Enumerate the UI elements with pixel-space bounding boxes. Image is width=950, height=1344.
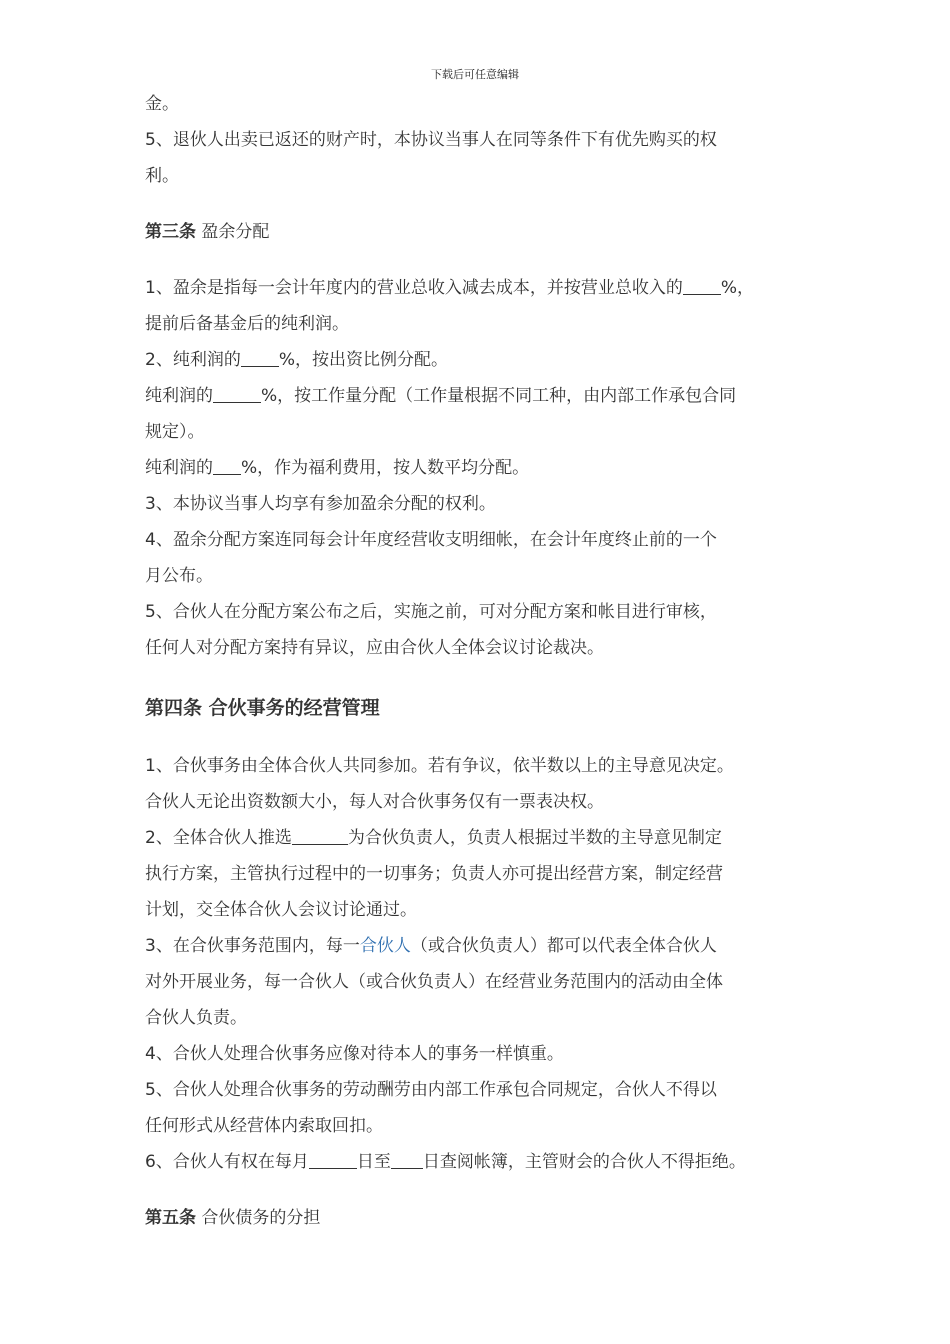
blank-line bbox=[213, 384, 261, 403]
partner-link[interactable]: 合伙人 bbox=[359, 936, 411, 956]
section-heading-3 bbox=[145, 214, 825, 250]
paragraph: 月公布。 bbox=[145, 566, 213, 586]
text: 纯利润的 bbox=[145, 458, 213, 478]
paragraph: 任何人对分配方案持有异议，应由合伙人全体会议讨论裁决。 bbox=[145, 638, 604, 658]
blank-line bbox=[309, 1150, 357, 1169]
text: 1、盈余是指每一会计年度内的营业总收入减去成本，并按营业总收入的 bbox=[145, 278, 683, 298]
section-label: 第五条 bbox=[145, 1208, 196, 1228]
paragraph: 提前后备基金后的纯利润。 bbox=[145, 314, 349, 334]
paragraph: 合伙人负责。 bbox=[145, 1008, 247, 1028]
text: %， bbox=[720, 278, 754, 298]
blank-line bbox=[292, 826, 348, 845]
paragraph bbox=[145, 378, 825, 414]
text: %，按工作量分配（工作量根据不同工种，由内部工作承包合同 bbox=[261, 386, 737, 406]
paragraph bbox=[145, 342, 825, 378]
text: 日查阅帐簿，主管财会的合伙人不得拒绝。 bbox=[422, 1152, 746, 1172]
text: %，作为福利费用，按人数平均分配。 bbox=[241, 458, 530, 478]
paragraph: 5、退伙人出卖已返还的财产时，本协议当事人在同等条件下有优先购买的权 bbox=[145, 130, 717, 150]
text: %，按出资比例分配。 bbox=[278, 350, 448, 370]
text: 6、合伙人有权在每月 bbox=[145, 1152, 309, 1172]
text: 日至 bbox=[356, 1152, 391, 1172]
section-heading-5 bbox=[145, 1200, 825, 1236]
paragraph: 1、合伙事务由全体合伙人共同参加。若有争议，依半数以上的主导意见决定。 bbox=[145, 756, 734, 776]
text: 纯利润的 bbox=[145, 386, 213, 406]
paragraph: 规定）。 bbox=[145, 422, 205, 442]
page-header-note: 下载后可任意编辑 bbox=[431, 68, 519, 81]
section-label: 第三条 bbox=[145, 222, 196, 242]
section-title: 合伙债务的分担 bbox=[201, 1208, 321, 1228]
paragraph: 合伙人无论出资数额大小，每人对合伙事务仅有一票表决权。 bbox=[145, 792, 604, 812]
text: 3、在合伙事务范围内，每一 bbox=[145, 936, 360, 956]
blank-line bbox=[683, 276, 721, 295]
paragraph: 任何形式从经营体内索取回扣。 bbox=[145, 1116, 383, 1136]
paragraph bbox=[145, 1144, 825, 1180]
paragraph bbox=[145, 820, 825, 856]
paragraph: 执行方案，主管执行过程中的一切事务；负责人亦可提出经营方案，制定经营 bbox=[145, 864, 723, 884]
paragraph: 3、本协议当事人均享有参加盈余分配的权利。 bbox=[145, 494, 496, 514]
paragraph bbox=[145, 270, 825, 306]
paragraph: 5、合伙人在分配方案公布之后，实施之前，可对分配方案和帐目进行审核， bbox=[145, 602, 717, 622]
paragraph: 计划，交全体合伙人会议讨论通过。 bbox=[145, 900, 417, 920]
paragraph bbox=[145, 928, 825, 964]
text: 2、全体合伙人推选 bbox=[145, 828, 292, 848]
paragraph: 利。 bbox=[145, 166, 179, 186]
text: 为合伙负责人，负责人根据过半数的主导意见制定 bbox=[347, 828, 722, 848]
text: 2、纯利润的 bbox=[145, 350, 241, 370]
paragraph: 金。 bbox=[145, 94, 179, 114]
section-title: 盈余分配 bbox=[201, 222, 270, 242]
section-heading-4: 第四条 合伙事务的经营管理 bbox=[145, 697, 380, 719]
blank-line bbox=[241, 348, 279, 367]
paragraph bbox=[145, 450, 825, 486]
paragraph: 4、合伙人处理合伙事务应像对待本人的事务一样慎重。 bbox=[145, 1044, 564, 1064]
document-body bbox=[145, 86, 825, 1236]
text: （或合伙负责人）都可以代表全体合伙人 bbox=[410, 936, 717, 956]
blank-line bbox=[213, 456, 241, 475]
paragraph: 对外开展业务，每一合伙人（或合伙负责人）在经营业务范围内的活动由全体 bbox=[145, 972, 723, 992]
paragraph: 4、盈余分配方案连同每会计年度经营收支明细帐，在会计年度终止前的一个 bbox=[145, 530, 717, 550]
paragraph: 5、合伙人处理合伙事务的劳动酬劳由内部工作承包合同规定，合伙人不得以 bbox=[145, 1080, 717, 1100]
blank-line bbox=[391, 1150, 423, 1169]
